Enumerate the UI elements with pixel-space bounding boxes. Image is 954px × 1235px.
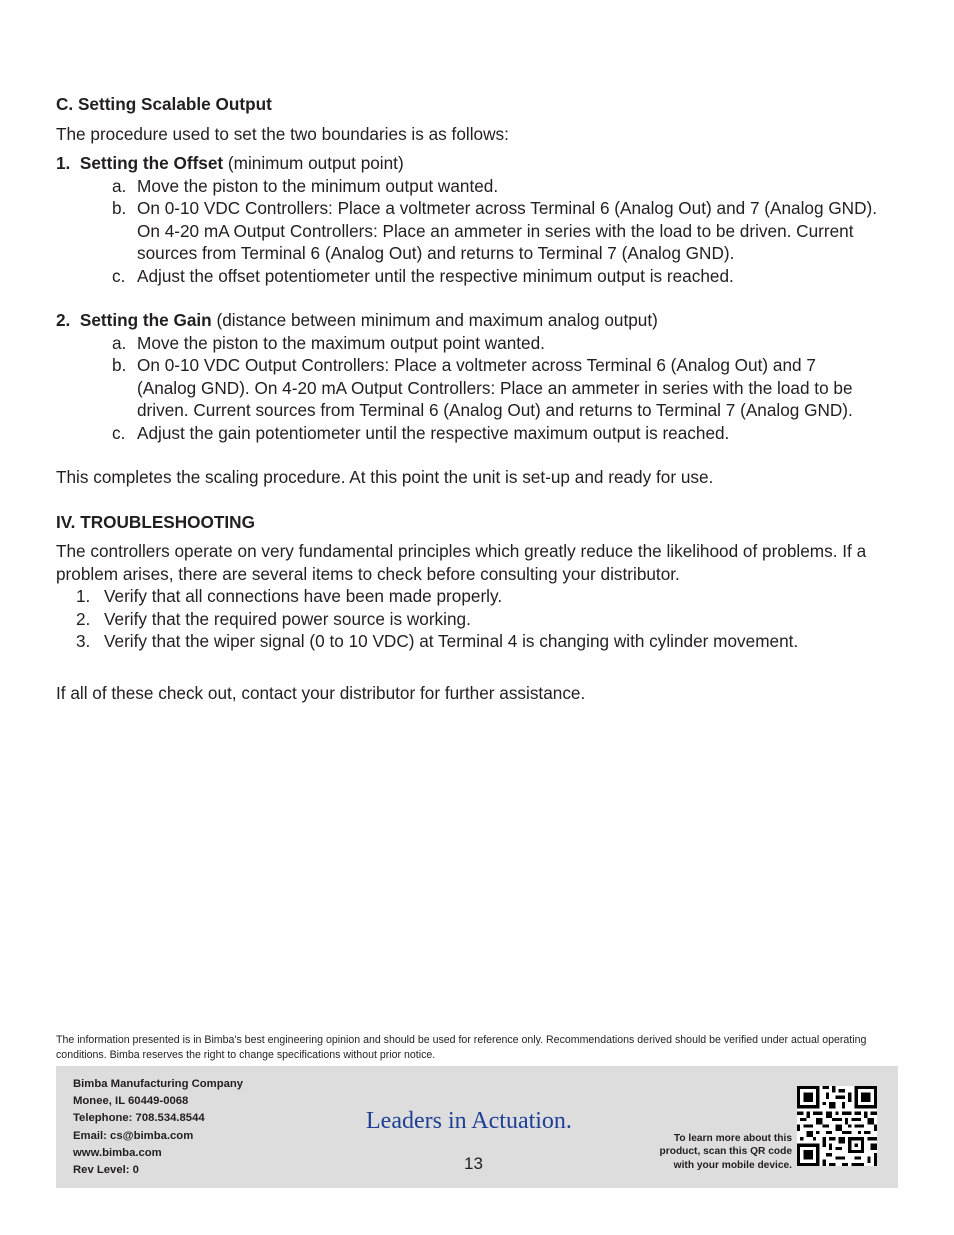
troubleshooting-item-2-text: Verify that the required power source is working. [104,608,471,629]
offset-step-c-letter: c. [112,265,126,286]
offset-step-c [56,265,898,288]
troubleshooting-item-2-number: 2. [76,608,91,629]
troubleshooting-item-2 [56,608,898,631]
section-c-heading: C. Setting Scalable Output [56,94,272,114]
offset-step-c-text: Adjust the offset potentiometer until the respective minimum output is reached. [137,265,734,286]
gain-number: 2. [56,310,71,330]
qr-code-icon[interactable] [797,1086,877,1166]
troubleshooting-item-1 [56,585,898,608]
company-name: Bimba Manufacturing Company [73,1078,244,1090]
gain-step-a [56,332,898,355]
troubleshooting-intro: The controllers operate on very fundamental principles which greatly reduce the likelihood of problems. If a problem arises, there are several items to check before consulting your distributor. [56,541,867,584]
gain-step-b-text: On 0-10 VDC Output Controllers: Place a voltmeter across Terminal 6 (Analog Out) and 7 (Analog GND). On 4-20 mA Output Controllers: Place an ammeter in series with the load to be driven. Current sources from Terminal 6 (Analog Out) and returns to Terminal 7 (Analog GND). [137,355,853,420]
company-address: Monee, IL 60449-0068 [73,1095,189,1108]
offset-subtitle: (minimum output point) [227,153,404,173]
offset-heading [56,152,898,175]
troubleshooting-item-3-number: 3. [76,631,91,651]
page-number: 13 [464,1154,483,1173]
company-info [73,1076,243,1179]
gain-step-c-letter: c. [112,422,126,443]
offset-title: Setting the Offset [79,153,224,173]
footer [56,1066,898,1188]
gain-title: Setting the Gain [79,310,212,330]
gain-step-b [56,354,898,422]
disclaimer: The information presented is in Bimba's best engineering opinion and should be used for reference only. Recommendations derived should be verified under actual operating conditions. Bimba reserves the right to change specifications without prior notice. [56,1034,867,1061]
company-telephone: Telephone: 708.534.8544 [73,1112,205,1125]
offset-number: 1. [56,153,71,173]
offset-step-a-text: Move the piston to the minimum output wanted. [137,175,499,196]
rev-level: Rev Level: 0 [73,1164,139,1177]
offset-step-b [56,197,898,265]
gain-heading [56,309,898,332]
tagline: Leaders in Actuation. [366,1108,572,1134]
offset-step-b-letter: b. [112,198,127,218]
qr-instructions: To learn more about this product, scan this QR code with your mobile device. [659,1133,792,1171]
troubleshooting-closing: If all of these check out, contact your distributor for further assistance. [56,682,586,703]
completion-text: This completes the scaling procedure. At this point the unit is set-up and ready for use. [56,467,714,487]
document-body [56,93,898,704]
troubleshooting-item-3 [56,630,898,653]
offset-step-b-text: On 0-10 VDC Controllers: Place a voltmeter across Terminal 6 (Analog Out) and 7 (Analog GND). On 4-20 mA Output Controllers: Place an ammeter in series with the load to be driven. Current sources from Terminal 6 (Analog Out) and returns to Terminal 7 (Analog GND). [137,198,878,263]
company-website[interactable]: www.bimba.com [73,1146,162,1159]
troubleshooting-item-1-number: 1. [76,586,91,606]
gain-step-c-text: Adjust the gain potentiometer until the respective maximum output is reached. [137,422,730,443]
gain-subtitle: (distance between minimum and maximum analog output) [216,310,658,330]
offset-step-a-letter: a. [112,175,127,196]
gain-step-a-text: Move the piston to the maximum output point wanted. [137,332,545,353]
troubleshooting-item-1-text: Verify that all connections have been made properly. [104,586,503,606]
gain-step-c [56,422,898,445]
offset-step-a [56,175,898,198]
troubleshooting-item-3-text: Verify that the wiper signal (0 to 10 VDC) at Terminal 4 is changing with cylinder movement. [104,631,799,651]
company-email[interactable]: Email: cs@bimba.com [73,1129,194,1142]
gain-step-a-letter: a. [112,332,127,353]
gain-step-b-letter: b. [112,355,127,375]
troubleshooting-heading: IV. TROUBLESHOOTING [56,511,255,532]
section-c-intro: The procedure used to set the two boundaries is as follows: [56,123,509,144]
